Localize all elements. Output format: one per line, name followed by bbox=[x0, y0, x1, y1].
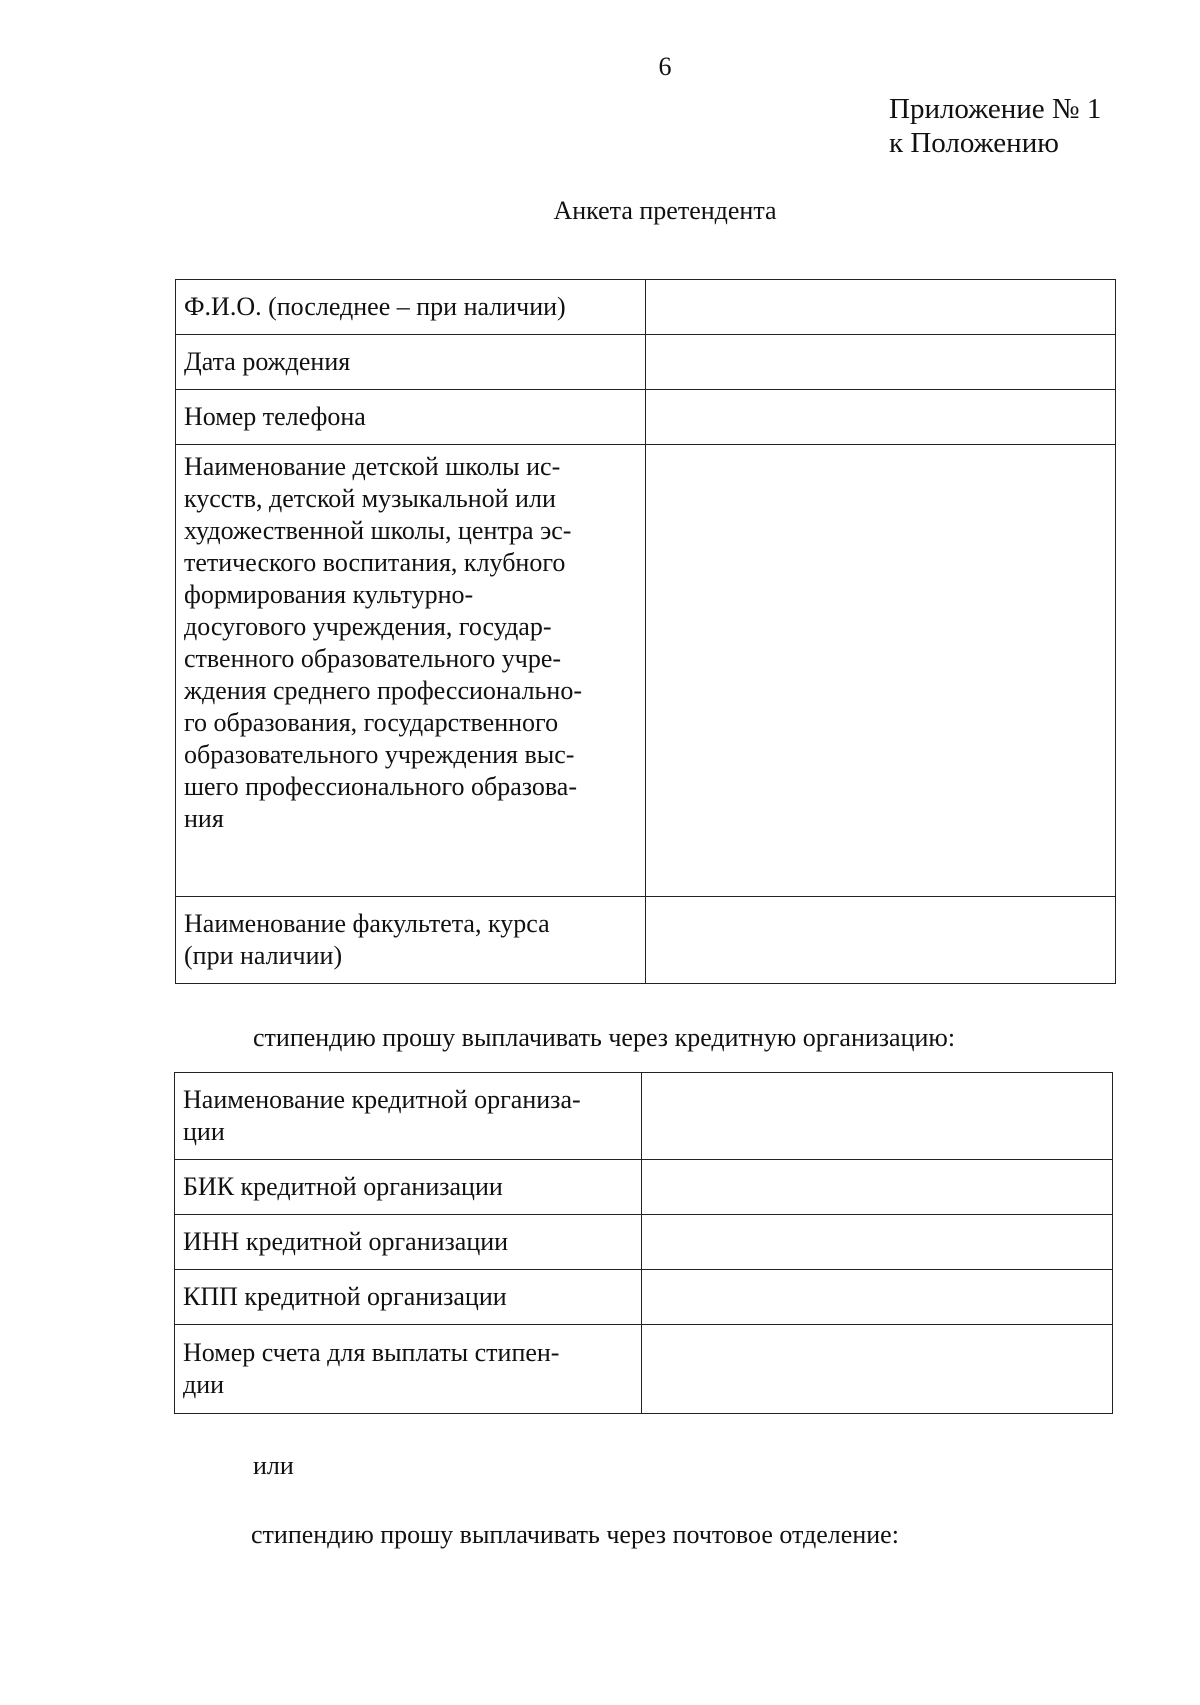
table-row bbox=[176, 280, 1116, 335]
table-row bbox=[176, 390, 1116, 445]
label-line: тетического воспитания, клубного bbox=[184, 548, 566, 577]
table-row bbox=[176, 445, 1116, 897]
or-text: или bbox=[253, 1451, 294, 1480]
faculty-course-label bbox=[176, 897, 646, 984]
label-line: Наименование факультета, курса bbox=[184, 909, 550, 938]
label-line: Наименование кредитной организа- bbox=[183, 1085, 581, 1114]
label-line: Наименование детской школы ис- bbox=[184, 452, 561, 481]
label-line: ждения среднего профессионально- bbox=[184, 676, 582, 705]
phone-label: Номер телефона bbox=[176, 390, 646, 445]
label-line: кусств, детской музыкальной или bbox=[184, 484, 556, 513]
label-line: го образования, государственного bbox=[184, 708, 559, 737]
table-row bbox=[175, 1325, 1113, 1414]
label-line: формирования культурно- bbox=[184, 580, 474, 609]
label-line: шего профессионального образова- bbox=[184, 772, 577, 801]
bik-label: БИК кредитной организации bbox=[175, 1160, 642, 1215]
applicant-info-table bbox=[175, 279, 1116, 984]
full-name-label: Ф.И.О. (последнее – при наличии) bbox=[176, 280, 646, 335]
table-row bbox=[176, 897, 1116, 984]
page-number: 6 bbox=[658, 52, 672, 81]
label-line: ции bbox=[183, 1117, 225, 1146]
bank-name-field[interactable] bbox=[642, 1073, 1113, 1160]
birth-date-label: Дата рождения bbox=[176, 335, 646, 390]
appendix-header bbox=[889, 92, 1101, 160]
label-line: дии bbox=[183, 1370, 225, 1399]
document-title: Анкета претендента bbox=[553, 196, 777, 225]
kpp-field[interactable] bbox=[642, 1270, 1113, 1325]
table-row bbox=[175, 1073, 1113, 1160]
appendix-line-2: к Положению bbox=[889, 127, 1059, 159]
appendix-line-1: Приложение № 1 bbox=[889, 93, 1102, 125]
table-row bbox=[175, 1270, 1113, 1325]
label-line: ния bbox=[184, 804, 224, 833]
bik-field[interactable] bbox=[642, 1160, 1113, 1215]
bank-name-label bbox=[175, 1073, 642, 1160]
label-line: Номер счета для выплаты стипен- bbox=[183, 1338, 560, 1367]
label-line: досугового учреждения, государ- bbox=[184, 612, 552, 641]
birth-date-field[interactable] bbox=[646, 335, 1116, 390]
full-name-field[interactable] bbox=[646, 280, 1116, 335]
table-row bbox=[175, 1160, 1113, 1215]
kpp-label: КПП кредитной организации bbox=[175, 1270, 642, 1325]
post-payment-intro: стипендию прошу выплачивать через почтовое отделение: bbox=[251, 1520, 899, 1549]
inn-field[interactable] bbox=[642, 1215, 1113, 1270]
bank-payment-intro: стипендию прошу выплачивать через кредитную организацию: bbox=[253, 1023, 956, 1052]
account-number-field[interactable] bbox=[642, 1325, 1113, 1414]
school-name-field[interactable] bbox=[646, 445, 1116, 897]
school-name-label bbox=[176, 445, 646, 897]
label-line: художественной школы, центра эс- bbox=[184, 516, 572, 545]
label-line: ственного образовательного учре- bbox=[184, 644, 562, 673]
label-line: (при наличии) bbox=[184, 941, 343, 970]
account-number-label bbox=[175, 1325, 642, 1414]
faculty-course-field[interactable] bbox=[646, 897, 1116, 984]
table-row bbox=[176, 335, 1116, 390]
table-row bbox=[175, 1215, 1113, 1270]
label-line: образовательного учреждения выс- bbox=[184, 740, 575, 769]
inn-label: ИНН кредитной организации bbox=[175, 1215, 642, 1270]
phone-field[interactable] bbox=[646, 390, 1116, 445]
bank-details-table bbox=[174, 1072, 1113, 1414]
